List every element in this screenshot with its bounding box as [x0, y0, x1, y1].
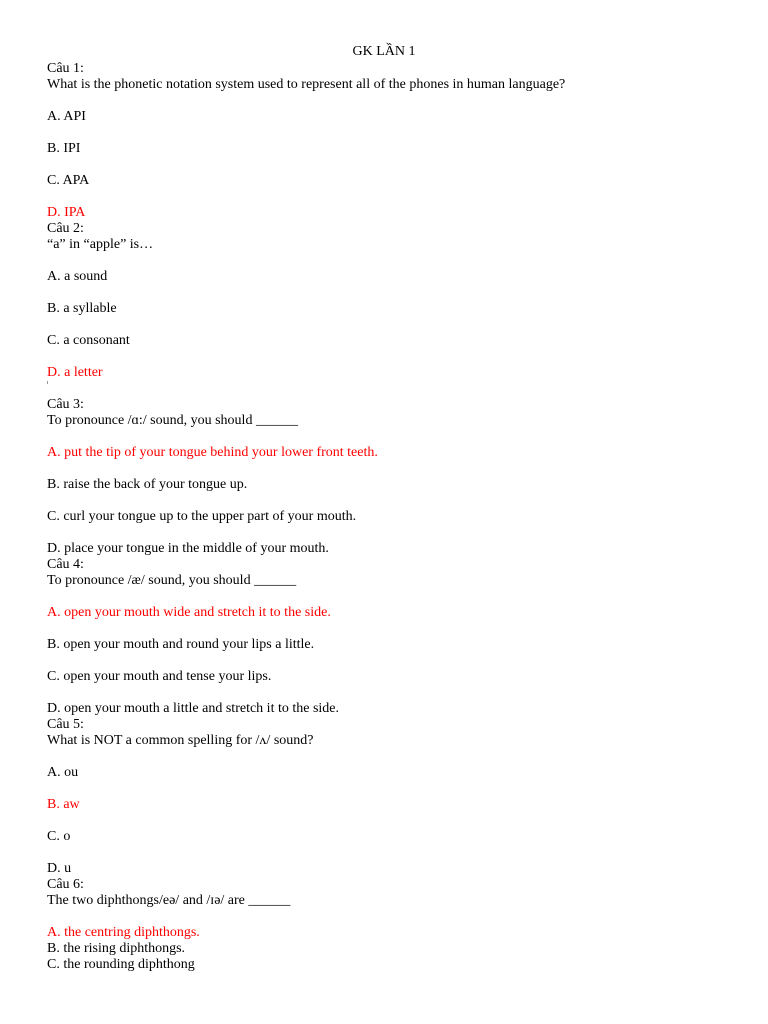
option-b: B. a syllable: [47, 301, 117, 316]
option-b: B. the rising diphthongs.: [47, 941, 186, 956]
document-body: [47, 61, 747, 973]
option-c: C. curl your tongue up to the upper part of your mouth.: [47, 509, 357, 524]
question-prompt: What is the phonetic notation system used to represent all of the phones in human language?: [47, 77, 566, 92]
option-c: C. a consonant: [47, 333, 130, 348]
option-c: C. the rounding diphthong: [47, 957, 195, 972]
option-b: B. open your mouth and round your lips a little.: [47, 637, 315, 652]
document-title: GK LẦN 1: [352, 44, 416, 59]
question-label: Câu 4:: [47, 557, 84, 572]
option-d: D. open your mouth a little and stretch it to the side.: [47, 701, 339, 716]
option-b-correct: B. aw: [47, 797, 80, 812]
option-a: A. API: [47, 109, 86, 124]
question-prompt: To pronounce /æ/ sound, you should ______: [47, 573, 297, 588]
question-prompt: “a” in “apple” is…: [47, 237, 154, 252]
option-c: C. APA: [47, 173, 90, 188]
option-b: B. IPI: [47, 141, 81, 156]
option-d: D. place your tongue in the middle of your mouth.: [47, 541, 329, 556]
option-a-correct: A. the centring diphthongs.: [47, 925, 200, 940]
option-a-correct: A. open your mouth wide and stretch it to the side.: [47, 605, 331, 620]
question-prompt: The two diphthongs/eə/ and /ɪə/ are ______: [47, 893, 291, 908]
question-label: Câu 5:: [47, 717, 84, 732]
question-4: [47, 557, 747, 717]
question-label: Câu 2:: [47, 221, 84, 236]
formatting-mark: [47, 381, 747, 389]
option-c: C. open your mouth and tense your lips.: [47, 669, 272, 684]
question-prompt: To pronounce /ɑ:/ sound, you should ______: [47, 413, 298, 428]
option-d: D. u: [47, 861, 72, 876]
question-label: Câu 3:: [47, 397, 84, 412]
question-6: [47, 877, 747, 973]
option-b: B. raise the back of your tongue up.: [47, 477, 248, 492]
option-a: A. ou: [47, 765, 79, 780]
question-label: Câu 6:: [47, 877, 84, 892]
question-prompt: What is NOT a common spelling for /ʌ/ sound?: [47, 733, 314, 748]
question-5: [47, 717, 747, 877]
option-d-correct: D. IPA: [47, 205, 86, 220]
option-a: A. a sound: [47, 269, 108, 284]
question-label: Câu 1:: [47, 61, 84, 76]
question-3: [47, 397, 747, 557]
option-d-correct: D. a letter: [47, 365, 103, 380]
question-1: [47, 61, 747, 221]
question-2: [47, 221, 747, 397]
option-c: C. o: [47, 829, 71, 844]
option-a-correct: A. put the tip of your tongue behind your lower front teeth.: [47, 445, 378, 460]
